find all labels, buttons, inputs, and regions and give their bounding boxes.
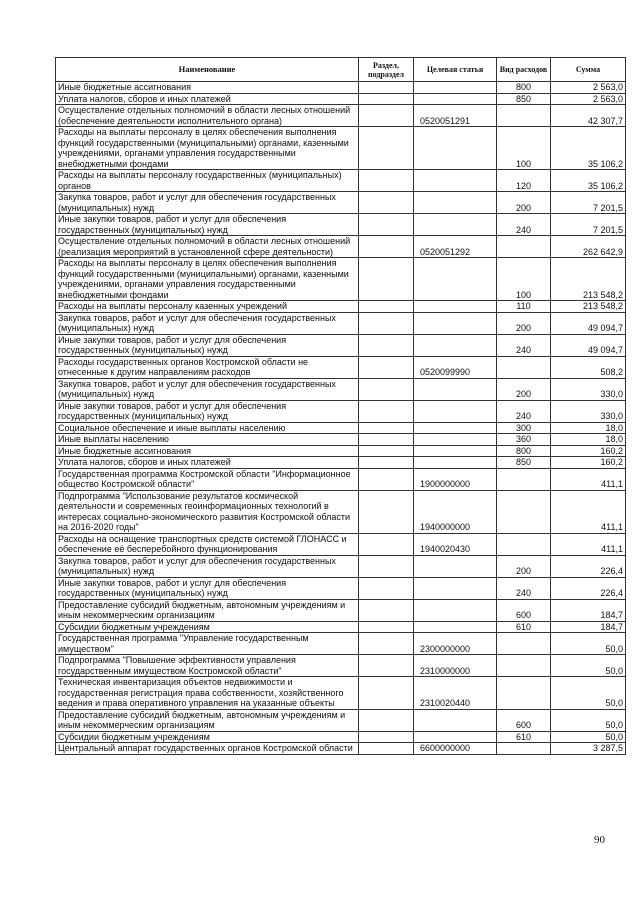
cell-section [359,655,414,677]
cell-name: Иные закупки товаров, работ и услуг для обеспечения государственных (муниципальных) нужд [56,577,359,599]
cell-section [359,258,414,301]
cell-type [497,236,551,258]
table-row [56,731,626,743]
page-number: 90 [594,834,605,846]
column-header-article: Целевая статья [414,58,497,82]
cell-amount: 184,7 [551,599,626,621]
cell-section [359,312,414,334]
cell-article: 2310000000 [414,655,497,677]
cell-amount: 50,0 [551,677,626,710]
table-row [56,312,626,334]
cell-name: Расходы на оснащение транспортных средств системой ГЛОНАСС и обеспечение её бесперебойного функционирования [56,533,359,555]
cell-section [359,731,414,743]
table-row [56,170,626,192]
table-row [56,445,626,457]
cell-section [359,709,414,731]
cell-name: Расходы на выплаты персоналу в целях обеспечения выполнения функций государственными (муниципальными) органами, казенными учреждениями, органами управления государственными внебюджетными фондами [56,127,359,170]
cell-name: Иные бюджетные ассигнования [56,445,359,457]
cell-article [414,258,497,301]
table-row [56,82,626,94]
cell-type: 100 [497,127,551,170]
cell-amount: 184,7 [551,621,626,633]
cell-article [414,312,497,334]
cell-article: 2300000000 [414,633,497,655]
table-row [56,677,626,710]
cell-type [497,356,551,378]
cell-name: Уплата налогов, сборов и иных платежей [56,457,359,469]
cell-article: 2310020440 [414,677,497,710]
cell-name: Предоставление субсидий бюджетным, автономным учреждениям и иным некоммерческим организациям [56,599,359,621]
cell-article [414,621,497,633]
table-row [56,655,626,677]
cell-article [414,731,497,743]
cell-name: Субсидии бюджетным учреждениям [56,731,359,743]
cell-section [359,236,414,258]
table-row [56,422,626,434]
cell-amount: 411,1 [551,490,626,533]
cell-type: 200 [497,312,551,334]
cell-section [359,457,414,469]
cell-name: Закупка товаров, работ и услуг для обеспечения государственных (муниципальных) нужд [56,312,359,334]
cell-name: Осуществление отдельных полномочий в области лесных отношений (обеспечение деятельности исполнительного органа) [56,105,359,127]
cell-section [359,127,414,170]
cell-name: Государственная программа Костромской области "Информационное общество Костромской области" [56,468,359,490]
cell-name: Расходы государственных органов Костромской области не отнесенные к другим направлениям расходов [56,356,359,378]
table-header-row [56,58,626,82]
cell-name: Субсидии бюджетным учреждениям [56,621,359,633]
table-row [56,743,626,755]
cell-amount: 2 563,0 [551,93,626,105]
cell-amount: 35 106,2 [551,170,626,192]
cell-article: 1940000000 [414,490,497,533]
cell-section [359,334,414,356]
table-row [56,633,626,655]
cell-name: Закупка товаров, работ и услуг для обеспечения государственных (муниципальных) нужд [56,555,359,577]
cell-type: 200 [497,555,551,577]
table-row [56,127,626,170]
cell-type: 850 [497,93,551,105]
cell-name: Закупка товаров, работ и услуг для обеспечения государственных (муниципальных) нужд [56,192,359,214]
cell-amount: 49 094,7 [551,334,626,356]
cell-section [359,356,414,378]
cell-name: Центральный аппарат государственных органов Костромской области [56,743,359,755]
cell-section [359,434,414,446]
cell-amount: 226,4 [551,577,626,599]
cell-section [359,555,414,577]
cell-amount: 50,0 [551,655,626,677]
cell-amount: 2 563,0 [551,82,626,94]
cell-type: 610 [497,621,551,633]
cell-type [497,655,551,677]
table-row [56,468,626,490]
cell-name: Иные бюджетные ассигнования [56,82,359,94]
cell-section [359,633,414,655]
cell-name: Подпрограмма "Использование результатов космической деятельности и современных геоинформационных технологий в интересах социально-экономического развития Костромской области на 2016-2020 годы" [56,490,359,533]
table-row [56,301,626,313]
cell-amount: 18,0 [551,422,626,434]
cell-type: 120 [497,170,551,192]
cell-section [359,214,414,236]
cell-section [359,743,414,755]
cell-type: 360 [497,434,551,446]
cell-article [414,457,497,469]
cell-section [359,378,414,400]
table-row [56,555,626,577]
table-row [56,93,626,105]
cell-type: 200 [497,192,551,214]
cell-amount: 50,0 [551,633,626,655]
cell-name: Осуществление отдельных полномочий в области лесных отношений (реализация мероприятий в установленной сфере деятельности) [56,236,359,258]
cell-article [414,577,497,599]
cell-article: 0520051292 [414,236,497,258]
cell-amount: 49 094,7 [551,312,626,334]
cell-name: Расходы на выплаты персоналу казенных учреждений [56,301,359,313]
cell-type: 100 [497,258,551,301]
cell-section [359,445,414,457]
cell-article [414,555,497,577]
cell-article [414,93,497,105]
cell-amount: 160,2 [551,457,626,469]
cell-name: Подпрограмма "Повышение эффективности управления государственным имуществом Костромской области" [56,655,359,677]
cell-type [497,743,551,755]
cell-article [414,127,497,170]
cell-type: 240 [497,214,551,236]
cell-type [497,105,551,127]
cell-amount: 160,2 [551,445,626,457]
cell-section [359,400,414,422]
cell-type: 110 [497,301,551,313]
cell-amount: 50,0 [551,731,626,743]
cell-type [497,677,551,710]
cell-name: Расходы на выплаты персоналу в целях обеспечения выполнения функций государственными (муниципальными) органами, казенными учреждениями, органами управления государственными внебюджетными фондами [56,258,359,301]
table-row [56,533,626,555]
cell-type: 610 [497,731,551,743]
cell-amount: 226,4 [551,555,626,577]
table-row [56,214,626,236]
cell-name: Техническая инвентаризация объектов недвижимости и государственная регистрация права собственности, хозяйственного ведения и права оперативного управления на указанные объекты [56,677,359,710]
cell-article [414,434,497,446]
cell-type: 200 [497,378,551,400]
cell-article: 6600000000 [414,743,497,755]
cell-name: Иные выплаты населению [56,434,359,446]
cell-type: 850 [497,457,551,469]
column-header-type: Вид расходов [497,58,551,82]
cell-amount: 7 201,5 [551,214,626,236]
cell-amount: 50,0 [551,709,626,731]
cell-amount: 213 548,2 [551,301,626,313]
cell-article: 0520051291 [414,105,497,127]
cell-type: 240 [497,334,551,356]
cell-article [414,82,497,94]
budget-table [55,57,626,755]
cell-section [359,192,414,214]
column-header-amount: Сумма [551,58,626,82]
cell-type [497,633,551,655]
cell-amount: 262 642,9 [551,236,626,258]
table-row [56,400,626,422]
cell-type: 600 [497,599,551,621]
table-body [56,82,626,755]
cell-name: Иные закупки товаров, работ и услуг для обеспечения государственных (муниципальных) нужд [56,400,359,422]
cell-name: Расходы на выплаты персоналу государственных (муниципальных) органов [56,170,359,192]
cell-article [414,334,497,356]
table-row [56,457,626,469]
cell-amount: 18,0 [551,434,626,446]
cell-article [414,378,497,400]
cell-section [359,422,414,434]
table-row [56,258,626,301]
cell-name: Иные закупки товаров, работ и услуг для обеспечения государственных (муниципальных) нужд [56,214,359,236]
table-row [56,577,626,599]
cell-article [414,445,497,457]
cell-type: 800 [497,82,551,94]
cell-name: Закупка товаров, работ и услуг для обеспечения государственных (муниципальных) нужд [56,378,359,400]
cell-amount: 3 287,5 [551,743,626,755]
table-row [56,105,626,127]
cell-article: 0520099990 [414,356,497,378]
cell-type [497,468,551,490]
cell-article: 1900000000 [414,468,497,490]
cell-amount: 213 548,2 [551,258,626,301]
table-row [56,434,626,446]
cell-amount: 35 106,2 [551,127,626,170]
cell-article [414,599,497,621]
cell-article [414,170,497,192]
cell-section [359,677,414,710]
cell-amount: 330,0 [551,378,626,400]
cell-article [414,709,497,731]
cell-name: Уплата налогов, сборов и иных платежей [56,93,359,105]
column-header-name: Наименование [56,58,359,82]
cell-section [359,490,414,533]
column-header-section: Раздел, подраздел [359,58,414,82]
cell-section [359,93,414,105]
cell-article: 1940020430 [414,533,497,555]
table-row [56,356,626,378]
table-row [56,192,626,214]
table-row [56,490,626,533]
cell-type: 240 [497,577,551,599]
table-row [56,378,626,400]
cell-article [414,400,497,422]
table-row [56,236,626,258]
cell-type: 600 [497,709,551,731]
cell-section [359,82,414,94]
cell-type [497,533,551,555]
cell-amount: 7 201,5 [551,192,626,214]
cell-article [414,301,497,313]
cell-section [359,599,414,621]
cell-type: 240 [497,400,551,422]
cell-amount: 508,2 [551,356,626,378]
cell-section [359,577,414,599]
cell-type: 800 [497,445,551,457]
cell-name: Государственная программа "Управление государственным имуществом" [56,633,359,655]
cell-name: Предоставление субсидий бюджетным, автономным учреждениям и иным некоммерческим организациям [56,709,359,731]
cell-amount: 42 307,7 [551,105,626,127]
cell-section [359,468,414,490]
cell-amount: 330,0 [551,400,626,422]
cell-type: 300 [497,422,551,434]
cell-section [359,301,414,313]
cell-amount: 411,1 [551,533,626,555]
cell-article [414,422,497,434]
table-row [56,621,626,633]
cell-name: Иные закупки товаров, работ и услуг для обеспечения государственных (муниципальных) нужд [56,334,359,356]
table-row [56,334,626,356]
cell-section [359,170,414,192]
cell-article [414,192,497,214]
cell-section [359,533,414,555]
cell-name: Социальное обеспечение и иные выплаты населению [56,422,359,434]
cell-article [414,214,497,236]
cell-section [359,105,414,127]
table-row [56,599,626,621]
table-row [56,709,626,731]
cell-section [359,621,414,633]
cell-amount: 411,1 [551,468,626,490]
cell-type [497,490,551,533]
